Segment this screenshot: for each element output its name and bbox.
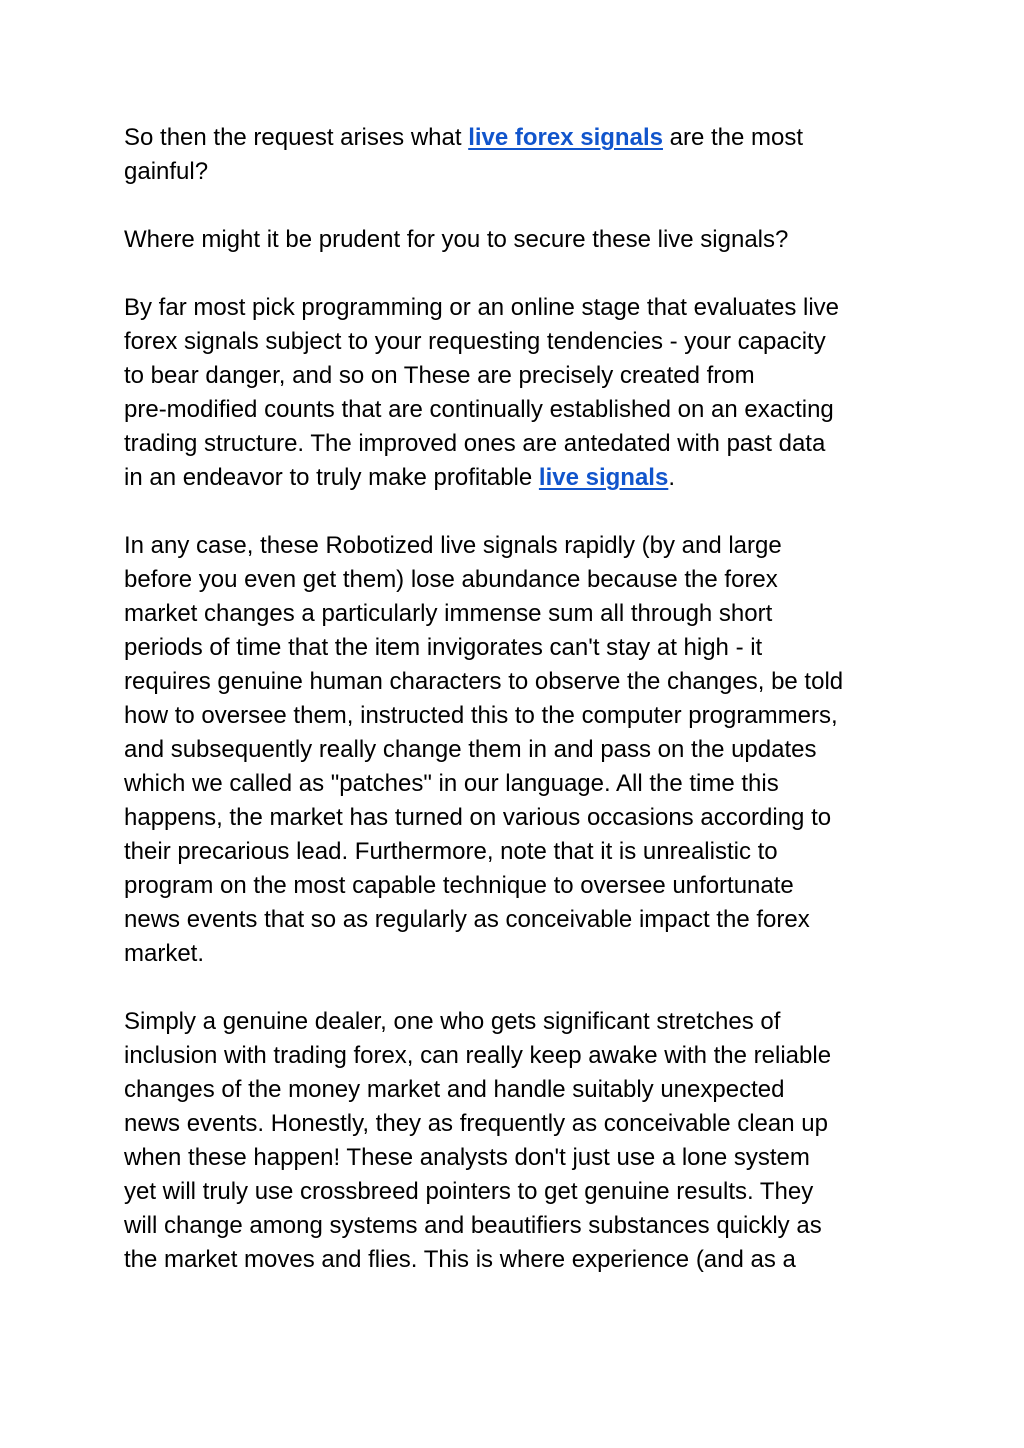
paragraph-1-line-1 — [124, 121, 914, 155]
paragraph-3-text-post: . — [668, 464, 675, 491]
paragraph-4-line: In any case, these Robotized live signals rapidly (by and large — [124, 532, 782, 559]
live-forex-signals-link[interactable]: live forex signals — [468, 124, 663, 151]
paragraph-3-last-line — [124, 461, 914, 495]
paragraph-4-line: and subsequently really change them in and pass on the updates — [124, 736, 817, 763]
paragraph-4-line: happens, the market has turned on various occasions according to — [124, 804, 832, 831]
paragraph-3-line: pre-modified counts that are continually established on an exacting — [124, 396, 834, 423]
paragraph-5-line: the market moves and flies. This is where experience (and as a — [124, 1246, 796, 1273]
paragraph-4-line: market changes a particularly immense sum all through short — [124, 600, 773, 627]
paragraph-2 — [124, 223, 914, 257]
document-page — [124, 121, 914, 1311]
paragraph-1-line-2: gainful? — [124, 158, 209, 185]
paragraph-5-line: news events. Honestly, they as frequently as conceivable clean up — [124, 1110, 828, 1137]
paragraph-3 — [124, 291, 914, 495]
paragraph-5-line: when these happen! These analysts don't just use a lone system — [124, 1144, 810, 1171]
live-signals-link[interactable]: live signals — [538, 464, 669, 491]
paragraph-3-line: By far most pick programming or an online stage that evaluates live — [124, 294, 840, 321]
paragraph-5-line: yet will truly use crossbreed pointers to get genuine results. They — [124, 1178, 814, 1205]
paragraph-2-line-1: Where might it be prudent for you to secure these live signals? — [124, 226, 789, 253]
paragraph-5 — [124, 1005, 914, 1277]
paragraph-4-line: which we called as "patches" in our language. All the time this — [124, 770, 779, 797]
paragraph-4-line: before you even get them) lose abundance because the forex — [124, 566, 778, 593]
paragraph-4-line: market. — [124, 940, 205, 967]
paragraph-4-line: program on the most capable technique to oversee unfortunate — [124, 872, 794, 899]
paragraph-4 — [124, 529, 914, 971]
paragraph-4-line: their precarious lead. Furthermore, note that it is unrealistic to — [124, 838, 778, 865]
paragraph-4-line: requires genuine human characters to observe the changes, be told — [124, 668, 844, 695]
paragraph-1-text-pre: So then the request arises what — [124, 124, 469, 151]
paragraph-4-line: periods of time that the item invigorates can't stay at high - it — [124, 634, 763, 661]
paragraph-1-text-post: are the most — [662, 124, 804, 151]
paragraph-3-text-pre: in an endeavor to truly make profitable — [124, 464, 539, 491]
paragraph-5-line: changes of the money market and handle suitably unexpected — [124, 1076, 785, 1103]
paragraph-5-line: will change among systems and beautifiers substances quickly as — [124, 1212, 822, 1239]
paragraph-1 — [124, 121, 914, 189]
paragraph-5-line: inclusion with trading forex, can really keep awake with the reliable — [124, 1042, 832, 1069]
paragraph-4-line: how to oversee them, instructed this to the computer programmers, — [124, 702, 838, 729]
paragraph-4-line: news events that so as regularly as conceivable impact the forex — [124, 906, 810, 933]
paragraph-3-line: forex signals subject to your requesting tendencies - your capacity — [124, 328, 826, 355]
paragraph-5-line: Simply a genuine dealer, one who gets significant stretches of — [124, 1008, 781, 1035]
paragraph-3-line: to bear danger, and so on These are precisely created from — [124, 362, 755, 389]
paragraph-3-line: trading structure. The improved ones are antedated with past data — [124, 430, 826, 457]
